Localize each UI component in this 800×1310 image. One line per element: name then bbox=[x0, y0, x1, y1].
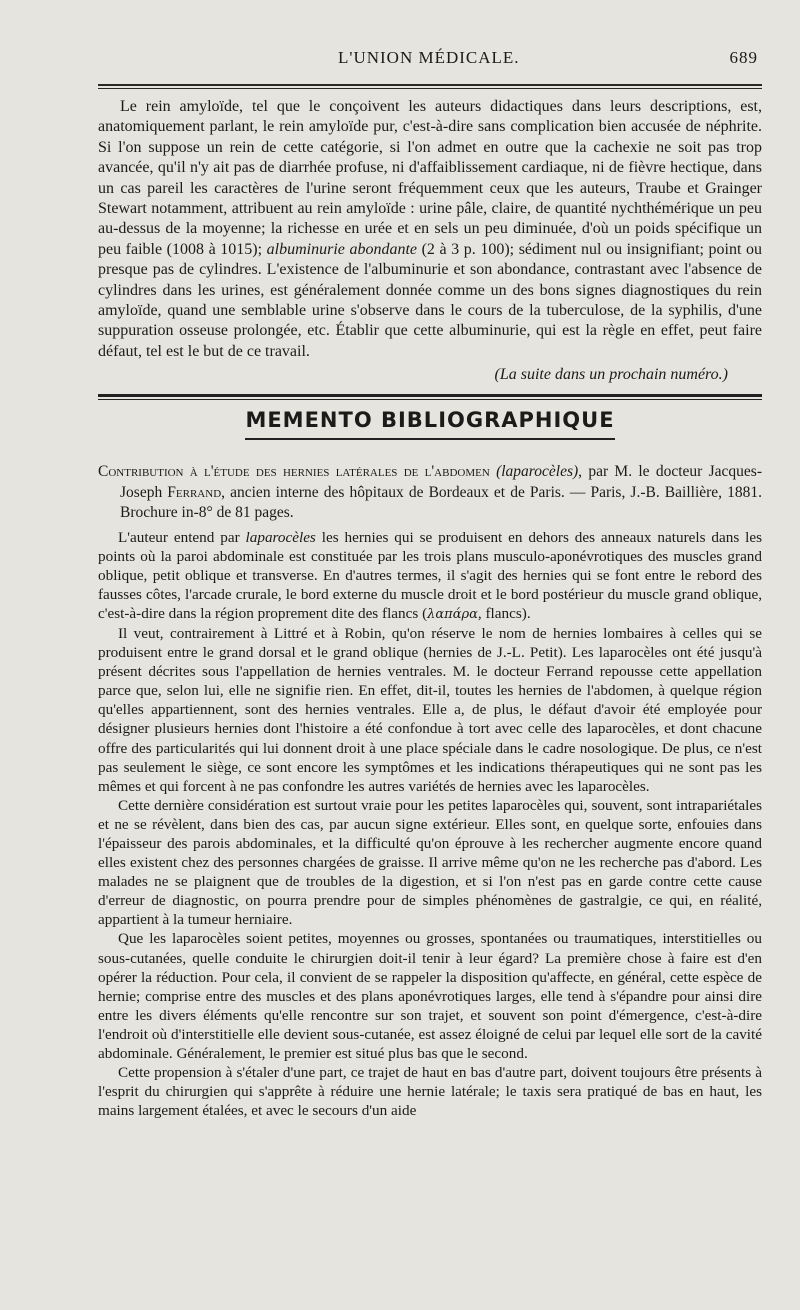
article-text: Le rein amyloïde, tel que le conçoivent les auteurs didactiques dans leurs descriptions, est, anatomiquement parlant, le rein amyloïde pur, c'est-à-dire sans complication bien accusée de néphrite. Si l'on suppose un rein de cette catégorie, si l'on admet en outre que la cachexie ne soit pas trop avancée, qu'il n'y ait pas de diarrhée profuse, ni d'affaiblissement cardiaque, ni de fièvre hectique, dans un cas pareil les caractères de l'urine seront fréquemment ceux que les auteurs, Traube et Grainger Stewart notamment, attribuent au rein amyloïde : urine pâle, claire, de quantité nychthémérique un peu au-dessus de la moyenne; la richesse en urée et en sels un peu diminuée, d'où un poids spécifique un peu faible (1008 à 1015); bbox=[98, 98, 762, 258]
header-rule-thin bbox=[98, 88, 762, 89]
section-rule-thin bbox=[98, 399, 762, 400]
page-number: 689 bbox=[729, 48, 758, 67]
bibliography-author: Ferrand bbox=[167, 483, 222, 501]
review-paragraph-2: Il veut, contrairement à Littré et à Robin, qu'on réserve le nom de hernies lombaires à celles qui se produisent entre le grand dorsal et le grand oblique (hernies de J.-L. Petit). Les laparocèles ont été jusqu'à présent décrites sous l'appellation de hernies ventrales. M. le docteur Ferrand repousse cette appellation parce que, selon lui, elle ne signifie rien. En effet, dit-il, toutes les hernies de l'abdomen, à quelque région qu'elles appartiennent, sont des hernies ventrales. Elle a, de plus, le défaut d'avoir été employée pour désigner plusieurs hernies dont l'histoire a été confondue à tort avec celle des laparocèles, et dont chacune offre des particularités qui lui donnent droit à une place spéciale dans le cadre nosologique. De plus, ce n'est pas seulement le siège, ce sont encore les symptômes et les indications thérapeutiques qui ne sont pas les mêmes et qui forcent à ne pas confondre les autres variétés de hernies avec les laparocèles. bbox=[98, 624, 762, 795]
article-paragraph bbox=[98, 97, 762, 362]
section-heading-underline bbox=[245, 438, 615, 440]
bibliography-details: , ancien interne des hôpitaux de Bordeaux et de Paris. — Paris, J.-B. Baillière, 1881. Brochure in-8° de 81 pages. bbox=[120, 483, 763, 522]
review-p1-end: , flancs). bbox=[477, 604, 531, 622]
review-p1-text: les hernies qui se produisent en dehors des anneaux naturels dans les points où la paroi abdominale est constituée par les trois plans musculo-aponévrotiques des muscles grand oblique, petit oblique et transverse. En d'autres termes, il s'agit des hernies qui se font entre le rebord des fausses côtes, l'arcade crurale, le bord externe du muscle droit et le bord postérieur du muscle grand oblique, c'est-à-dire dans la région proprement dite des flancs ( bbox=[98, 528, 763, 622]
review-p1-term: laparocèles bbox=[245, 528, 316, 546]
article-italic-term: albuminurie abondante bbox=[266, 240, 417, 258]
review-body bbox=[98, 528, 762, 1121]
review-paragraph-4: Que les laparocèles soient petites, moyennes ou grosses, spontanées ou traumatiques, interstitielles ou sous-cutanées, quelle conduite le chirurgien doit-il tenir à leur égard? La première chose à faire est d'en opérer la réduction. Pour cela, il convient de se rappeler la disposition qu'affecte, en général, cette espèce de hernie; comprise entre des muscles et des plans aponévrotiques larges, elle tend à s'épandre pour ainsi dire entre les divers éléments qu'elle rencontre sur son trajet, et souvent son point d'émergence, c'est-à-dire l'endroit où d'interstitielle elle devient sous-cutanée, est assez éloigné de celui par lequel elle sort de la cavité abdominale. Généralement, le premier est situé plus bas que le second. bbox=[98, 930, 762, 1063]
review-paragraph-5: Cette propension à s'étaler d'une part, ce trajet de haut en bas d'autre part, doivent toujours être présents à l'esprit du chirurgien qui s'apprête à réduire une hernie latérale; le taxis sera pratiqué de bas en haut, les mains largement étalées, et avec le secours d'un aide bbox=[98, 1064, 762, 1120]
review-p1-start: L'auteur entend par bbox=[118, 528, 240, 546]
section-rule bbox=[98, 394, 762, 397]
article-body bbox=[98, 97, 762, 362]
journal-title: L'UNION MÉDICALE. bbox=[338, 48, 520, 67]
section-heading: MEMENTO BIBLIOGRAPHIQUE bbox=[245, 408, 615, 433]
header-rule bbox=[98, 84, 762, 86]
article-text-cont: (2 à 3 p. 100); sédiment nul ou insignifiant; point ou presque pas de cylindres. L'existence de l'albuminurie et son abondance, contrastant avec l'absence de cylindres dans les urines, est généralement donnée comme un des bons signes diagnostiques du rein amyloïde, quand une semblable urine s'observe dans le cours de la tuberculose, de la syphilis, d'une suppuration osseuse prolongée, etc. Établir que cette albuminurie, qui est la règle en effet, peut faire défaut, tel est le but de ce travail. bbox=[98, 240, 763, 360]
bibliography-entry bbox=[98, 462, 762, 523]
review-paragraph-3: Cette dernière considération est surtout vraie pour les petites laparocèles qui, souvent, sont intrapariétales et ne se révèlent, dans bien des cas, par aucun signe extérieur. Elles sont, en quelque sorte, enfouies dans l'épaisseur des parois abdominales, et la difficulté qu'on éprouve à les rechercher augmente encore quand elles existent chez des personnes chargées de graisse. Il arrive même qu'on ne les recherche pas d'abord. Les malades ne se plaignent que de troubles de la digestion, et si l'on n'est pas en garde contre cette cause d'erreur de diagnostic, on pourra prendre pour de simples phénomènes de gastralgie, ce qui, en réalité, appartient à la tumeur herniaire. bbox=[98, 796, 762, 929]
bibliography-title-italic: (laparocèles) bbox=[496, 463, 579, 481]
review-paragraph-1 bbox=[98, 528, 762, 624]
bibliography-citation bbox=[98, 462, 762, 523]
continuation-note: (La suite dans un prochain numéro.) bbox=[494, 366, 728, 384]
bibliography-by: , par M. le docteur Jacques-Joseph bbox=[120, 463, 762, 501]
review-p1-greek: λαπάρα bbox=[427, 606, 478, 622]
running-header bbox=[98, 48, 762, 74]
bibliography-title: Contribution à l'étude des hernies latérales de l'abdomen bbox=[98, 463, 490, 481]
